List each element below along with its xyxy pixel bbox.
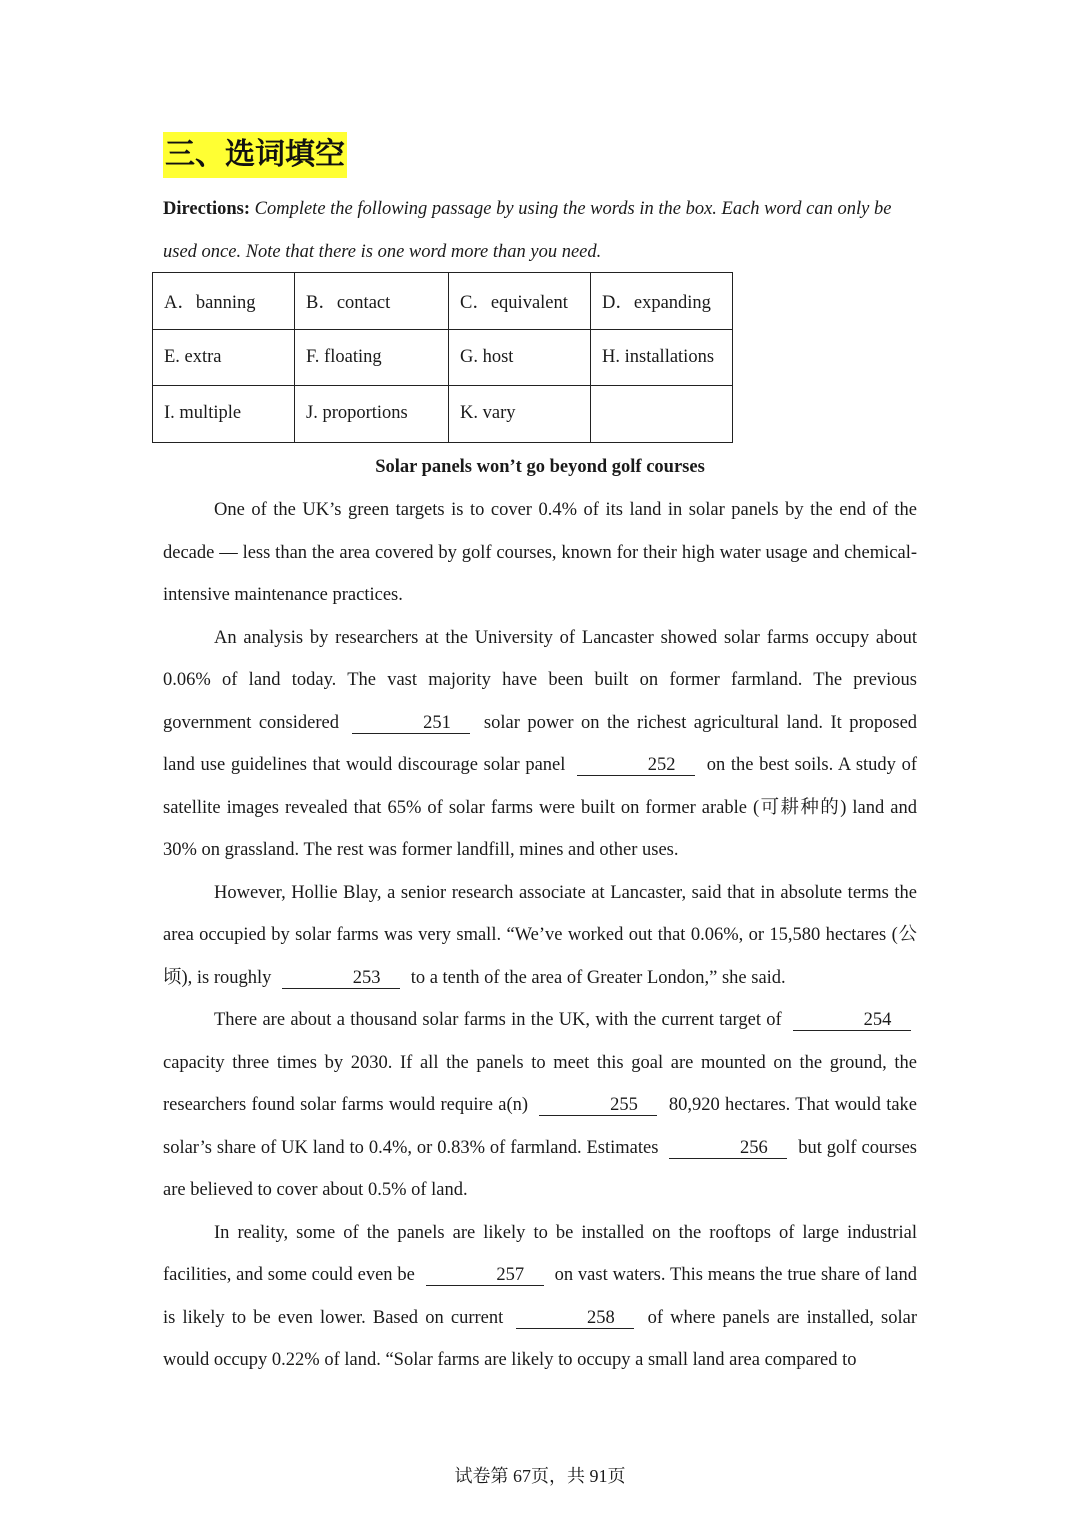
paragraph-text: 80,920 hectares. That would take solar’s share of UK land to 0.4%, or 0.83% of farmland. Estimates bbox=[163, 1095, 918, 1158]
word-option: D．expanding bbox=[591, 273, 733, 330]
section-title: 三、选词填空 bbox=[163, 132, 347, 178]
word-box-row bbox=[153, 329, 733, 386]
article-title: Solar panels won’t go beyond golf courses bbox=[375, 457, 705, 477]
word-option-empty bbox=[591, 386, 733, 443]
word-option: A．banning bbox=[153, 273, 295, 330]
directions-label: Directions: bbox=[163, 199, 250, 219]
word-option: F. floating bbox=[295, 329, 449, 386]
word-option: B．contact bbox=[295, 273, 449, 330]
paragraph-text: on the best soils. A study of satellite images revealed that 65% of solar farms were built on former arable (可耕种的) land and 30% on grassland. The rest was former landfill, mines and other uses. bbox=[163, 755, 918, 860]
paragraph-3 bbox=[163, 872, 917, 1000]
page-footer: 试卷第 67页，共 91页 bbox=[454, 1466, 626, 1486]
directions-text: Complete the following passage by using the words in the box. Each word can only be used once. Note that there is one word more than you need. bbox=[163, 199, 892, 262]
word-option: E. extra bbox=[153, 329, 295, 386]
paragraph-text: One of the UK’s green targets is to cover 0.4% of its land in solar panels by the end of the decade — less than the area covered by golf courses, known for their high water usage and chemical-intensive maintenance practices. bbox=[163, 500, 917, 605]
paragraph-2 bbox=[163, 617, 917, 872]
blank-255[interactable]: 255 bbox=[539, 1095, 657, 1116]
paragraph-text: There are about a thousand solar farms in the UK, with the current target of bbox=[214, 1010, 782, 1030]
paragraph-5 bbox=[163, 1212, 917, 1382]
word-option: H. installations bbox=[591, 329, 733, 386]
paragraph-text: An analysis by researchers at the University of Lancaster showed solar farms occupy about 0.06% of land today. The vast majority have been built on former farmland. The previous government considered bbox=[163, 627, 917, 733]
article-body bbox=[163, 489, 917, 1382]
blank-252[interactable]: 252 bbox=[577, 755, 695, 776]
blank-254[interactable]: 254 bbox=[793, 1010, 911, 1031]
blank-253[interactable]: 253 bbox=[282, 968, 400, 989]
word-box-row bbox=[153, 273, 733, 330]
blank-251[interactable]: 251 bbox=[352, 713, 470, 734]
blank-257[interactable]: 257 bbox=[426, 1265, 544, 1286]
word-box bbox=[152, 272, 733, 443]
paragraph-text: on vast waters. This means the true share of land is likely to be even lower. Based on current bbox=[163, 1265, 917, 1328]
word-option: I. multiple bbox=[153, 386, 295, 443]
paragraph-text: However, Hollie Blay, a senior research associate at Lancaster, said that in absolute terms the area occupied by solar farms was very small. “We’ve worked out that 0.06%, or 15,580 hectares (公顷), is roughly bbox=[163, 882, 917, 988]
paragraph-text: capacity three times by 2030. If all the panels to meet this goal are mounted on the ground, the researchers found solar farms would require a(n) bbox=[163, 1052, 917, 1115]
word-option: K. vary bbox=[449, 386, 591, 443]
blank-258[interactable]: 258 bbox=[516, 1308, 634, 1329]
word-box-row bbox=[153, 386, 733, 443]
paragraph-text: solar power on the richest agricultural land. It proposed land use guidelines that would discourage solar panel bbox=[163, 712, 918, 775]
directions bbox=[163, 188, 923, 273]
word-option: C．equivalent bbox=[449, 273, 591, 330]
word-option: J. proportions bbox=[295, 386, 449, 443]
blank-256[interactable]: 256 bbox=[669, 1138, 787, 1159]
paragraph-4 bbox=[163, 999, 917, 1212]
paragraph-1 bbox=[163, 489, 917, 617]
paragraph-text: to a tenth of the area of Greater London,” she said. bbox=[410, 967, 786, 988]
paragraph-text: of where panels are installed, solar would occupy 0.22% of land. “Solar farms are likely to occupy a small land area compared to bbox=[163, 1307, 918, 1370]
paragraph-text: but golf courses are believed to cover about 0.5% of land. bbox=[163, 1137, 917, 1200]
paragraph-text: In reality, some of the panels are likely to be installed on the rooftops of large industrial facilities, and some could even be bbox=[163, 1222, 917, 1285]
word-option: G. host bbox=[449, 329, 591, 386]
